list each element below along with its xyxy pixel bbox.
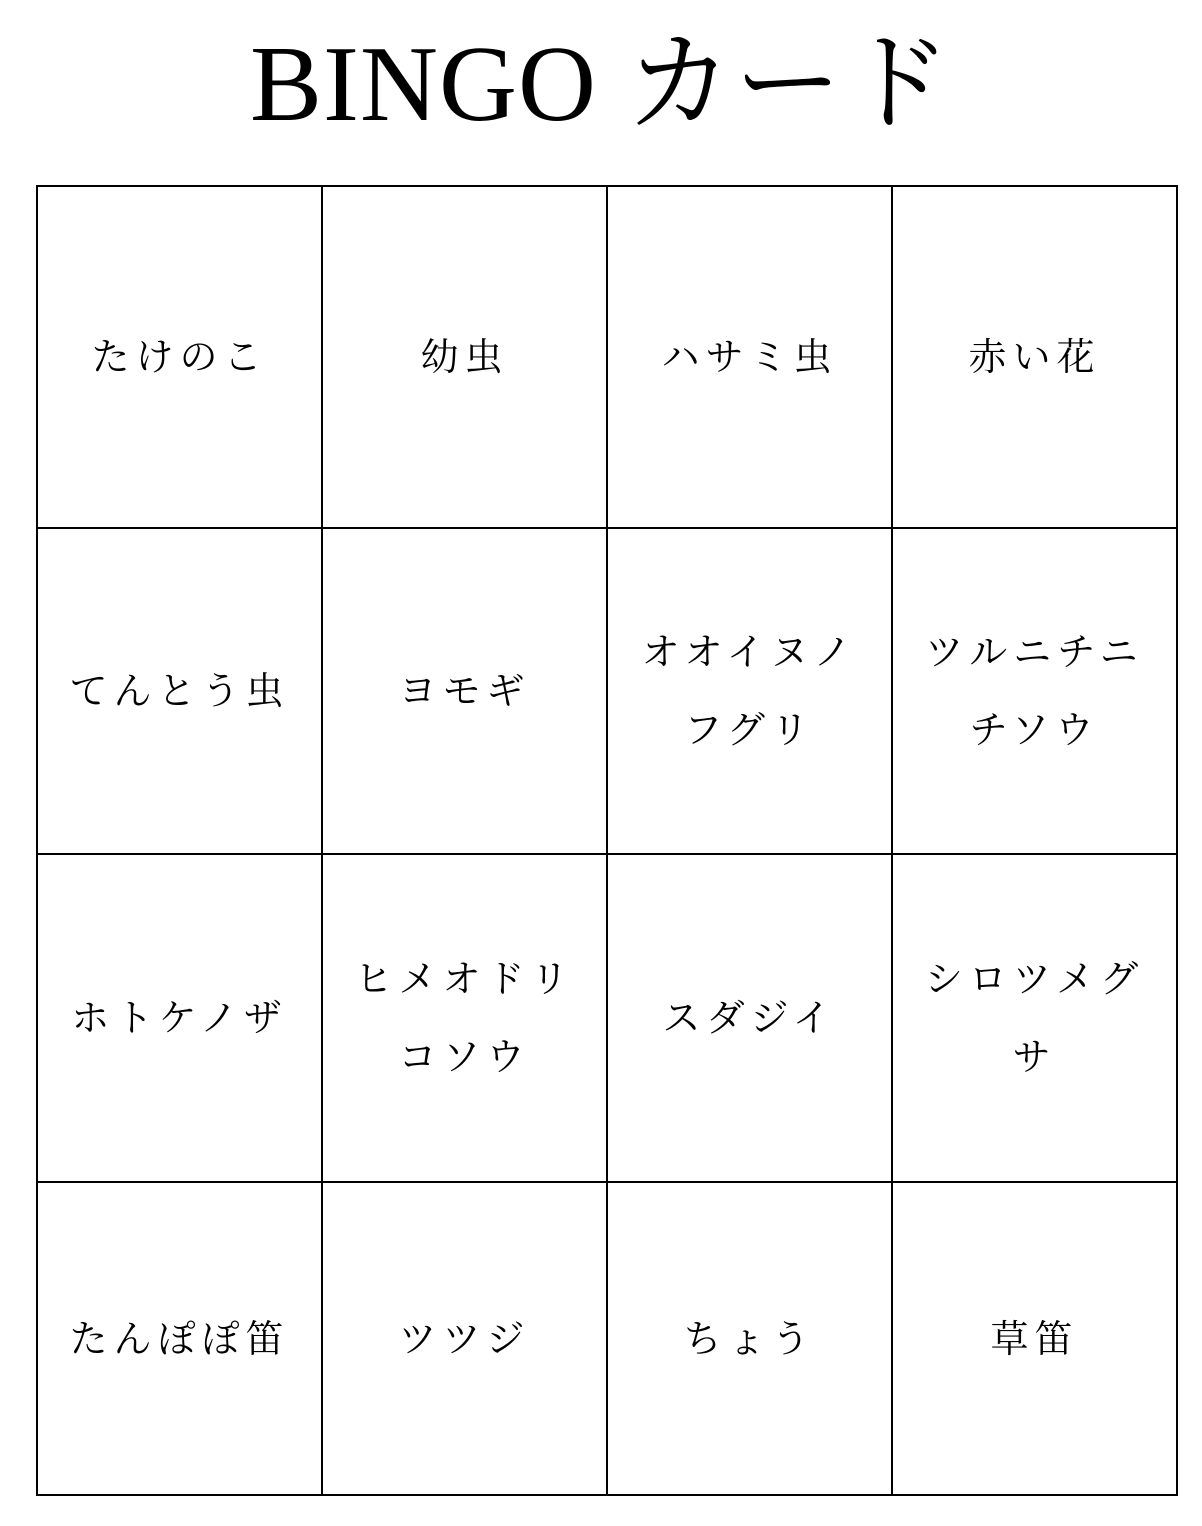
bingo-grid xyxy=(36,185,1178,1496)
bingo-row xyxy=(37,1182,1177,1495)
bingo-cell[interactable]: スダジイ xyxy=(607,854,892,1182)
bingo-cell[interactable]: たけのこ xyxy=(37,186,322,528)
bingo-row xyxy=(37,854,1177,1182)
bingo-row xyxy=(37,186,1177,528)
bingo-cell[interactable]: ツルニチニチソウ xyxy=(892,528,1177,854)
bingo-cell[interactable]: たんぽぽ笛 xyxy=(37,1182,322,1495)
bingo-cell[interactable]: 幼虫 xyxy=(322,186,607,528)
bingo-cell[interactable]: ヨモギ xyxy=(322,528,607,854)
bingo-cell[interactable]: ツツジ xyxy=(322,1182,607,1495)
bingo-cell[interactable]: シロツメグサ xyxy=(892,854,1177,1182)
page-title: BINGO カード xyxy=(250,25,952,144)
bingo-cell[interactable]: ちょう xyxy=(607,1182,892,1495)
bingo-cell[interactable]: ハサミ虫 xyxy=(607,186,892,528)
bingo-row xyxy=(37,528,1177,854)
bingo-cell[interactable]: ホトケノザ xyxy=(37,854,322,1182)
bingo-cell[interactable]: オオイヌノフグリ xyxy=(607,528,892,854)
bingo-cell[interactable]: 赤い花 xyxy=(892,186,1177,528)
bingo-cell[interactable]: ヒメオドリコソウ xyxy=(322,854,607,1182)
bingo-cell[interactable]: てんとう虫 xyxy=(37,528,322,854)
bingo-cell[interactable]: 草笛 xyxy=(892,1182,1177,1495)
